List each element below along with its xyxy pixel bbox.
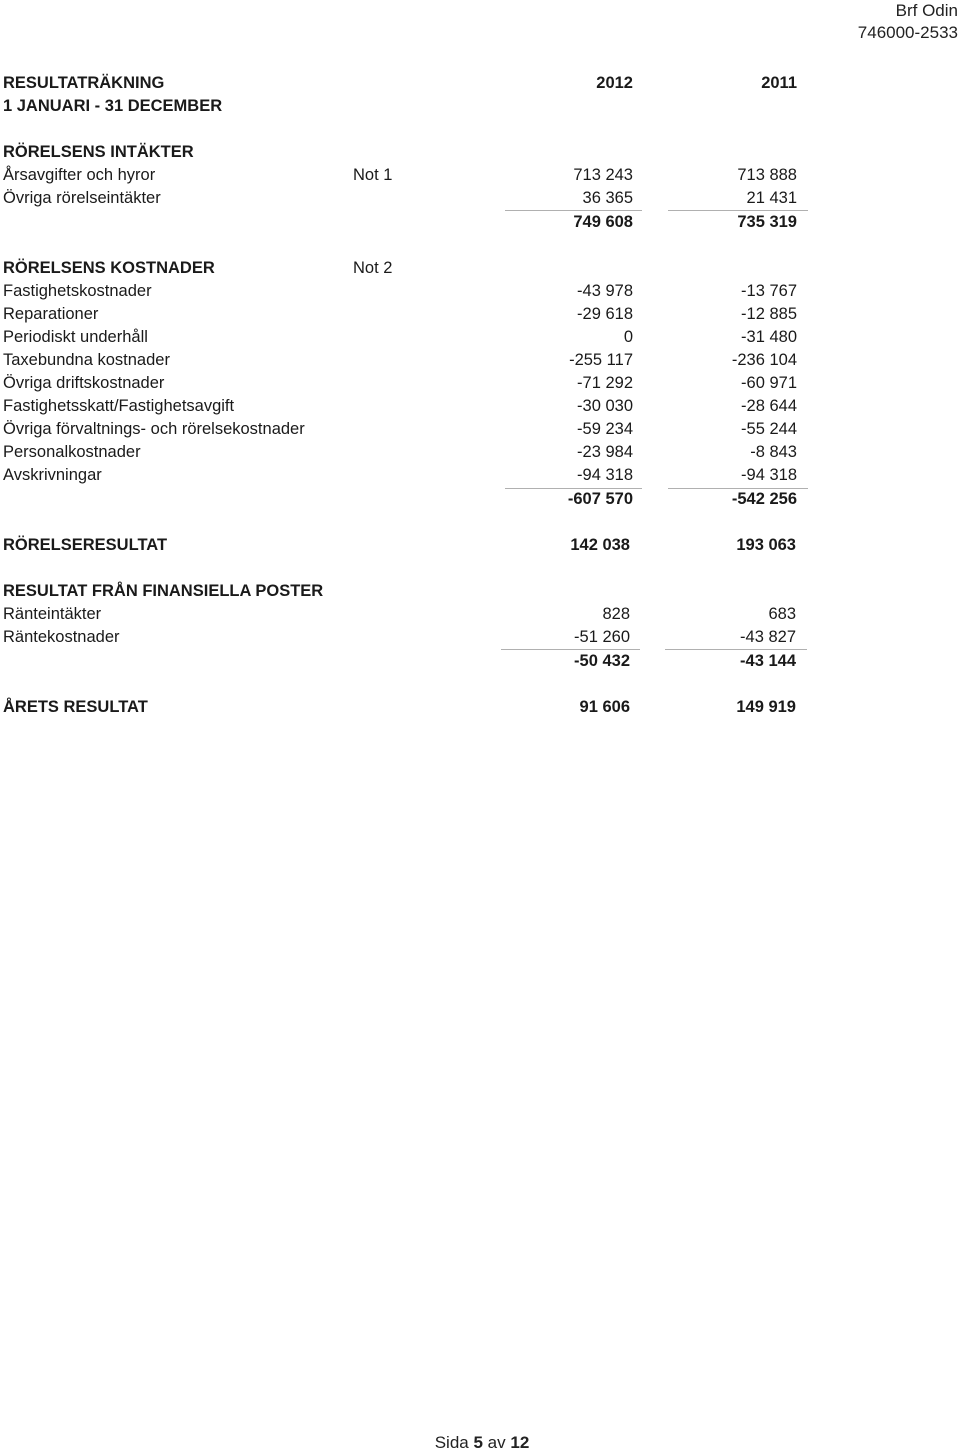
table-row — [3, 280, 813, 303]
statement-period-row — [3, 95, 813, 118]
financial-heading: RESULTAT FRÅN FINANSIELLA POSTER — [3, 582, 324, 600]
table-row — [3, 395, 813, 418]
revenue-total-2011: 735 319 — [737, 213, 797, 231]
table-row — [3, 326, 813, 349]
column-header-2012: 2012 — [596, 74, 633, 92]
revenue-total-row — [3, 211, 813, 234]
row-label: Periodiskt underhåll — [3, 328, 148, 346]
costs-heading-row — [3, 257, 813, 280]
value-2011: -55 244 — [741, 420, 797, 438]
financial-heading-row — [3, 580, 813, 603]
value-2012: 713 243 — [573, 166, 633, 184]
value-2011: -13 767 — [741, 282, 797, 300]
table-row — [3, 441, 813, 464]
row-label: Personalkostnader — [3, 443, 141, 461]
operating-result-label: RÖRELSERESULTAT — [3, 536, 168, 554]
row-label: Årsavgifter och hyror — [3, 166, 156, 184]
value-2011: 21 431 — [746, 189, 797, 207]
value-2012: -71 292 — [577, 374, 633, 392]
table-row — [3, 464, 813, 487]
page-separator: av — [487, 1433, 506, 1452]
value-2012: -43 978 — [577, 282, 633, 300]
financial-total-row — [3, 650, 813, 673]
financial-total-2012: -50 432 — [574, 652, 630, 670]
operating-result-2012: 142 038 — [570, 536, 630, 554]
value-2012: -94 318 — [577, 466, 633, 484]
value-2012: 828 — [602, 605, 630, 623]
operating-result-2011: 193 063 — [736, 536, 796, 554]
row-label: Avskrivningar — [3, 466, 102, 484]
table-row — [3, 626, 813, 649]
value-2011: -31 480 — [741, 328, 797, 346]
table-row — [3, 372, 813, 395]
costs-total-2011: -542 256 — [731, 490, 797, 508]
value-2011: -236 104 — [731, 351, 797, 369]
page-prefix: Sida — [434, 1433, 469, 1452]
row-label: Fastighetsskatt/Fastighetsavgift — [3, 397, 235, 415]
row-label: Övriga förvaltnings- och rörelsekostnader — [3, 420, 305, 438]
table-row — [3, 349, 813, 372]
operating-result-row — [3, 534, 813, 557]
value-2012: 36 365 — [582, 189, 633, 207]
table-row — [3, 164, 813, 187]
year-result-row — [3, 696, 813, 719]
column-header-2011: 2011 — [761, 74, 797, 92]
revenue-heading-row — [3, 141, 813, 164]
value-2011: -60 971 — [741, 374, 797, 392]
value-2011: -28 644 — [741, 397, 797, 415]
value-2012: -29 618 — [577, 305, 633, 323]
value-2011: -12 885 — [741, 305, 797, 323]
note-reference: Not 1 — [353, 166, 393, 184]
page-indicator — [0, 1432, 960, 1454]
year-result-2012: 91 606 — [579, 698, 630, 716]
value-2012: -59 234 — [577, 420, 633, 438]
value-2012: -255 117 — [569, 351, 633, 369]
value-2011: -43 827 — [740, 628, 796, 646]
organization-name: Brf Odin — [895, 1, 958, 20]
total-pages: 12 — [510, 1433, 530, 1452]
row-label: Fastighetskostnader — [3, 282, 152, 300]
table-row — [3, 187, 813, 210]
row-label: Reparationer — [3, 305, 99, 323]
statement-title-row — [3, 72, 813, 95]
row-label: Övriga rörelseintäkter — [3, 189, 161, 207]
current-page: 5 — [473, 1433, 483, 1452]
row-label: Övriga driftskostnader — [3, 374, 165, 392]
costs-heading: RÖRELSENS KOSTNADER — [3, 259, 215, 277]
row-label: Taxebundna kostnader — [3, 351, 170, 369]
value-2012: 0 — [623, 328, 633, 346]
value-2012: -23 984 — [577, 443, 633, 461]
value-2011: 683 — [768, 605, 796, 623]
financial-total-2011: -43 144 — [740, 652, 796, 670]
revenue-total-2012: 749 608 — [573, 213, 633, 231]
table-row — [3, 603, 813, 626]
table-row — [3, 418, 813, 441]
row-label: Ränteintäkter — [3, 605, 102, 623]
organization-number: 746000-2533 — [857, 23, 958, 42]
note-reference: Not 2 — [353, 259, 393, 277]
value-2012: -30 030 — [577, 397, 633, 415]
statement-title: RESULTATRÄKNING — [3, 74, 165, 92]
value-2012: -51 260 — [574, 628, 630, 646]
year-result-label: ÅRETS RESULTAT — [3, 698, 148, 716]
year-result-2011: 149 919 — [736, 698, 796, 716]
value-2011: 713 888 — [737, 166, 797, 184]
costs-total-2012: -607 570 — [567, 490, 633, 508]
statement-period: 1 JANUARI - 31 DECEMBER — [3, 97, 223, 115]
row-label: Räntekostnader — [3, 628, 120, 646]
revenue-heading: RÖRELSENS INTÄKTER — [3, 143, 194, 161]
table-row — [3, 303, 813, 326]
value-2011: -94 318 — [741, 466, 797, 484]
costs-total-row — [3, 488, 813, 511]
value-2011: -8 843 — [750, 443, 797, 461]
organization-header — [858, 0, 958, 44]
